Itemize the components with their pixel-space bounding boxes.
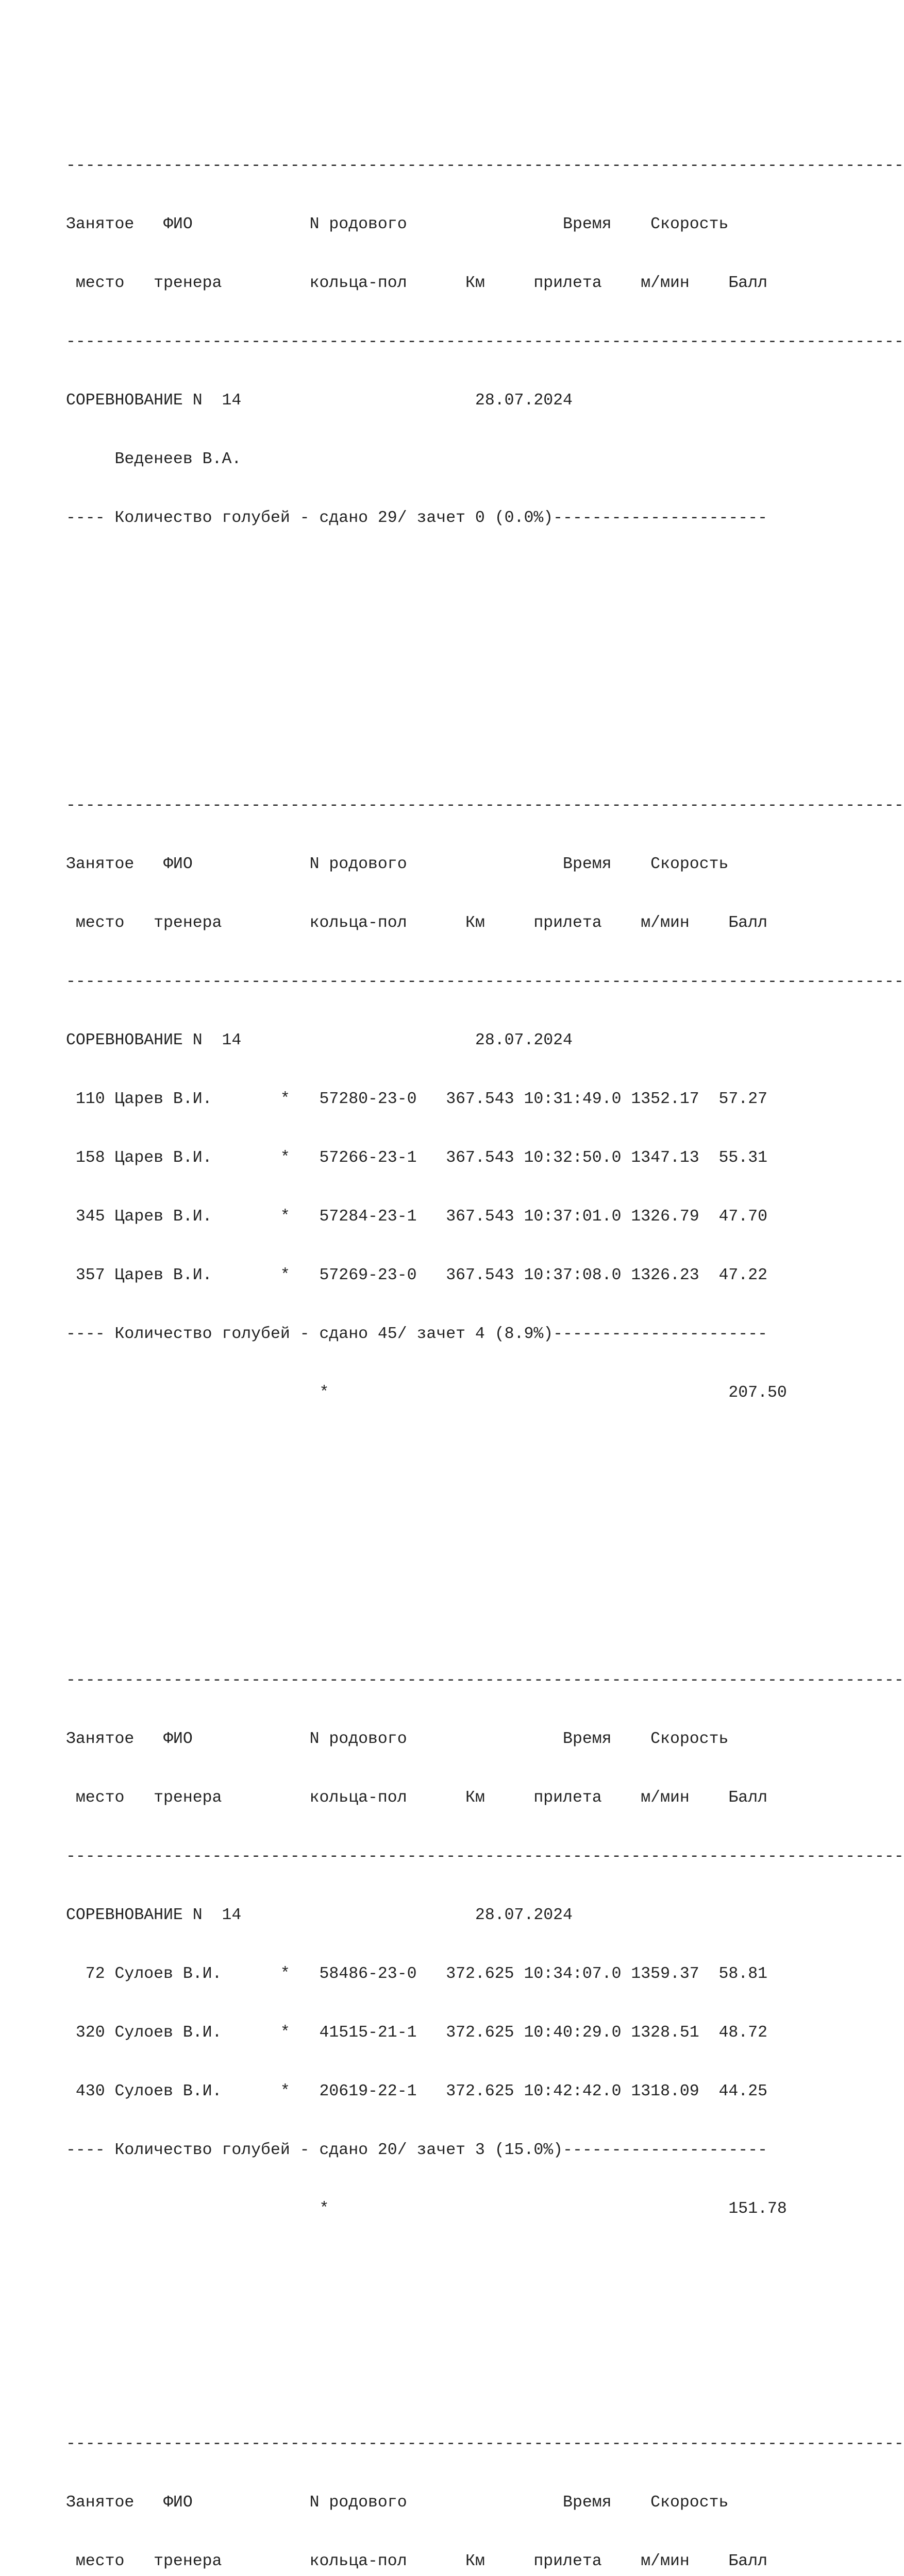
column-header-line-2: место тренера кольца-пол Км прилета м/мин Балл: [66, 1789, 768, 1807]
section-summary: ---- Количество голубей - сдано 20/ зачет 3 (15.0%)---------------------: [66, 2141, 768, 2159]
column-header-line-2: место тренера кольца-пол Км прилета м/мин Балл: [66, 274, 768, 292]
column-header-line-1: Занятое ФИО N родового Время Скорость: [66, 2494, 729, 2512]
competition-title: СОРЕВНОВАНИЕ N 14 28.07.2024: [66, 392, 573, 410]
rule-line: --------------------------------------------------------------------------------------: [66, 1848, 904, 1866]
report-section: [66, 2395, 904, 2576]
rule-line: --------------------------------------------------------------------------------------: [66, 2435, 904, 2453]
rule-line: --------------------------------------------------------------------------------------: [66, 796, 904, 815]
section-summary: ---- Количество голубей - сдано 29/ зачет 0 (0.0%)----------------------: [66, 509, 768, 527]
rule-line: --------------------------------------------------------------------------------------: [66, 1671, 904, 1689]
competition-title: СОРЕВНОВАНИЕ N 14 28.07.2024: [66, 1906, 573, 1924]
result-row: 158 Царев В.И. * 57266-23-1 367.543 10:32:50.0 1347.13 55.31: [66, 1149, 768, 1167]
trainer-name: Веденеев В.А.: [66, 450, 242, 468]
column-header-line-1: Занятое ФИО N родового Время Скорость: [66, 215, 729, 233]
competition-title: СОРЕВНОВАНИЕ N 14 28.07.2024: [66, 1031, 573, 1049]
column-header-line-1: Занятое ФИО N родового Время Скорость: [66, 855, 729, 873]
result-row: 357 Царев В.И. * 57269-23-0 367.543 10:37:08.0 1326.23 47.22: [66, 1266, 768, 1284]
column-header-line-2: место тренера кольца-пол Км прилета м/мин Балл: [66, 914, 768, 932]
section-total: * 207.50: [66, 1384, 787, 1402]
rule-line: --------------------------------------------------------------------------------------: [66, 973, 904, 991]
result-row: 320 Сулоев В.И. * 41515-21-1 372.625 10:40:29.0 1328.51 48.72: [66, 2024, 768, 2042]
column-header-line-1: Занятое ФИО N родового Время Скорость: [66, 1730, 729, 1748]
report-section: [66, 117, 904, 567]
result-row: 110 Царев В.И. * 57280-23-0 367.543 10:31:49.0 1352.17 57.27: [66, 1090, 768, 1108]
rule-line: --------------------------------------------------------------------------------------: [66, 333, 904, 351]
section-summary: ---- Количество голубей - сдано 45/ зачет 4 (8.9%)----------------------: [66, 1325, 768, 1343]
result-row: 72 Сулоев В.И. * 58486-23-0 372.625 10:34:07.0 1359.37 58.81: [66, 1965, 768, 1983]
report-section: [66, 1632, 904, 2258]
rule-line: --------------------------------------------------------------------------------------: [66, 157, 904, 175]
section-total: * 151.78: [66, 2200, 787, 2218]
result-row: 345 Царев В.И. * 57284-23-1 367.543 10:37:01.0 1326.79 47.70: [66, 1208, 768, 1226]
column-header-line-2: место тренера кольца-пол Км прилета м/мин Балл: [66, 2552, 768, 2570]
report-section: [66, 757, 904, 1442]
report-document: [66, 39, 904, 2576]
result-row: 430 Сулоев В.И. * 20619-22-1 372.625 10:42:42.0 1318.09 44.25: [66, 2082, 768, 2100]
